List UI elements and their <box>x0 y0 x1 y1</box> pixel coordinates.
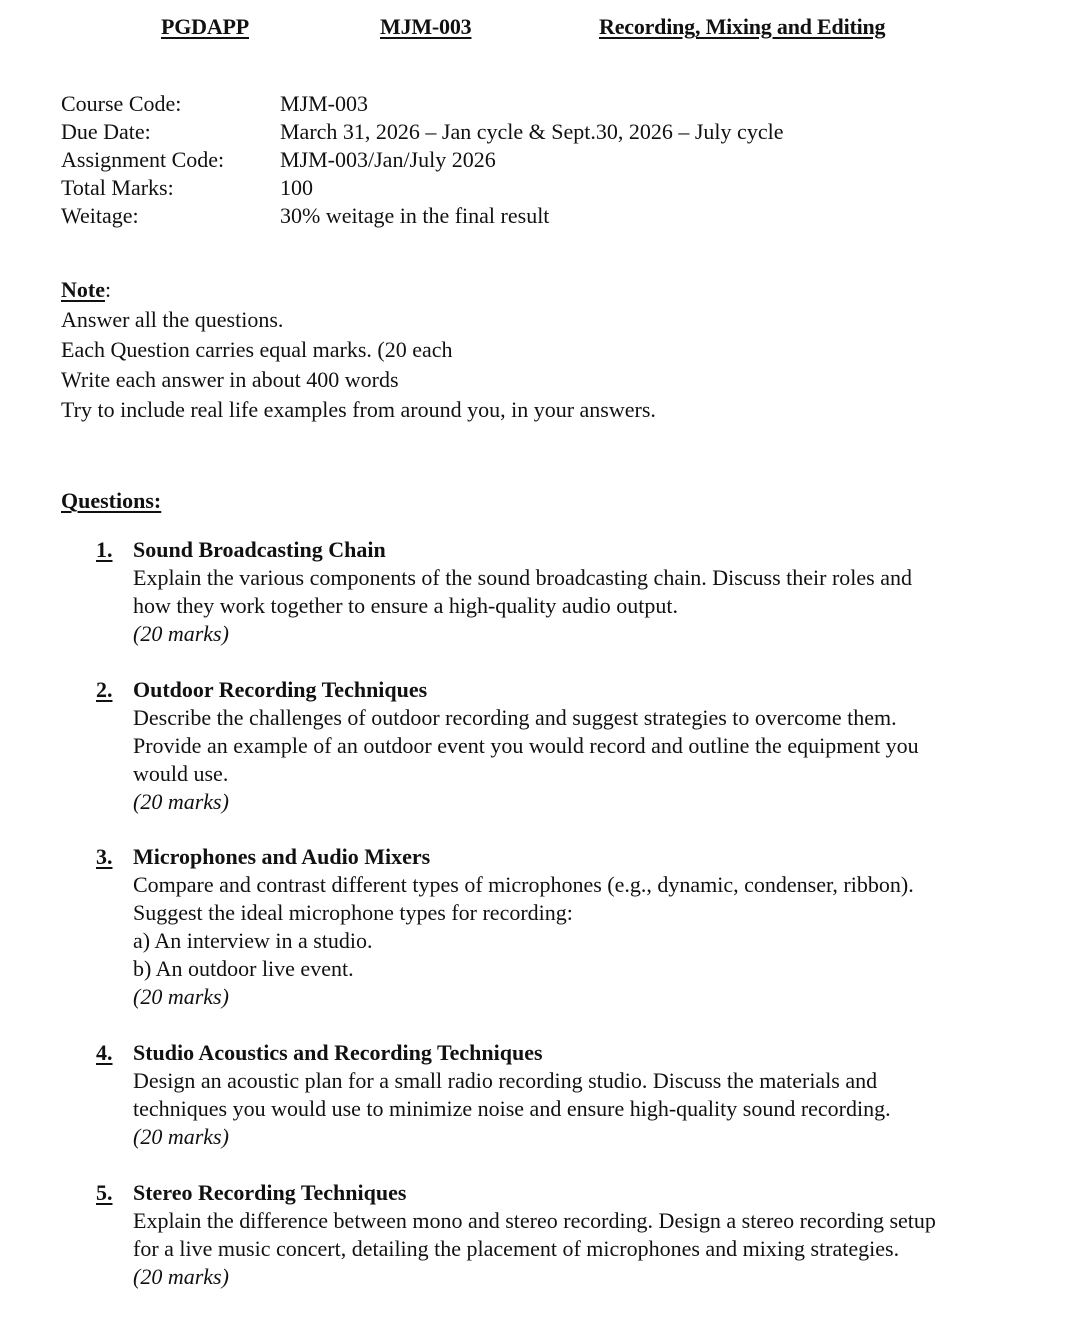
question-text: for a live music concert, detailing the placement of microphones and mixing strategies. <box>133 1236 900 1261</box>
detail-label: Due Date: <box>61 119 151 144</box>
question-text: b) An outdoor live event. <box>133 956 354 981</box>
note-line: Each Question carries equal marks. (20 each <box>61 337 453 362</box>
question-number: 4. <box>96 1040 113 1065</box>
question-1 <box>96 536 912 648</box>
question-3 <box>96 843 914 1011</box>
question-text: how they work together to ensure a high-quality audio output. <box>133 593 678 618</box>
question-number: 3. <box>96 844 113 869</box>
question-2 <box>96 676 919 816</box>
questions-heading: Questions: <box>61 488 162 513</box>
question-text: would use. <box>133 761 229 786</box>
question-text: techniques you would use to minimize noise and ensure high-quality sound recording. <box>133 1096 891 1121</box>
detail-label: Total Marks: <box>61 175 174 200</box>
question-text: Explain the various components of the sound broadcasting chain. Discuss their roles and <box>133 565 912 590</box>
question-text: Suggest the ideal microphone types for recording: <box>133 900 573 925</box>
detail-label: Course Code: <box>61 91 182 116</box>
question-marks: (20 marks) <box>133 984 229 1009</box>
detail-value: 30% weitage in the final result <box>280 203 550 228</box>
note-title: Note <box>61 277 105 302</box>
detail-value: MJM-003 <box>280 91 369 116</box>
course-code-heading: MJM-003 <box>380 14 472 39</box>
question-number: 2. <box>96 677 113 702</box>
question-text: Compare and contrast different types of microphones (e.g., dynamic, condenser, ribbon). <box>133 872 914 897</box>
question-marks: (20 marks) <box>133 1124 229 1149</box>
detail-label: Weitage: <box>61 203 139 228</box>
question-title: Stereo Recording Techniques <box>133 1180 407 1205</box>
question-marks: (20 marks) <box>133 1264 229 1289</box>
course-title-heading: Recording, Mixing and Editing <box>599 14 886 39</box>
question-marks: (20 marks) <box>133 621 229 646</box>
detail-weitage <box>61 202 783 230</box>
note-line: Try to include real life examples from around you, in your answers. <box>61 397 656 422</box>
question-number: 1. <box>96 537 113 562</box>
question-title: Outdoor Recording Techniques <box>133 677 428 702</box>
note-line: Answer all the questions. <box>61 307 284 332</box>
note-heading <box>61 275 656 305</box>
note-line: Write each answer in about 400 words <box>61 367 399 392</box>
question-title: Microphones and Audio Mixers <box>133 844 431 869</box>
program-name: PGDAPP <box>161 14 250 39</box>
question-text: Explain the difference between mono and stereo recording. Design a stereo recording setup <box>133 1208 936 1233</box>
detail-value: March 31, 2026 – Jan cycle & Sept.30, 2026 – July cycle <box>280 119 784 144</box>
question-number: 5. <box>96 1180 113 1205</box>
detail-value: 100 <box>280 175 313 200</box>
detail-assignment-code <box>61 146 783 174</box>
question-text: Describe the challenges of outdoor recording and suggest strategies to overcome them. <box>133 705 897 730</box>
detail-value: MJM-003/Jan/July 2026 <box>280 147 496 172</box>
question-marks: (20 marks) <box>133 789 229 814</box>
question-title: Sound Broadcasting Chain <box>133 537 386 562</box>
question-title: Studio Acoustics and Recording Techniques <box>133 1040 543 1065</box>
detail-due-date <box>61 118 783 146</box>
question-text: Design an acoustic plan for a small radio recording studio. Discuss the materials and <box>133 1068 878 1093</box>
question-text: a) An interview in a studio. <box>133 928 373 953</box>
detail-total-marks <box>61 174 783 202</box>
question-text: Provide an example of an outdoor event you would record and outline the equipment you <box>133 733 919 758</box>
detail-label: Assignment Code: <box>61 147 225 172</box>
note-section <box>61 275 656 425</box>
assignment-details <box>61 90 783 230</box>
detail-course-code <box>61 90 783 118</box>
note-colon: : <box>104 277 112 302</box>
question-5 <box>96 1179 936 1291</box>
question-4 <box>96 1039 891 1151</box>
